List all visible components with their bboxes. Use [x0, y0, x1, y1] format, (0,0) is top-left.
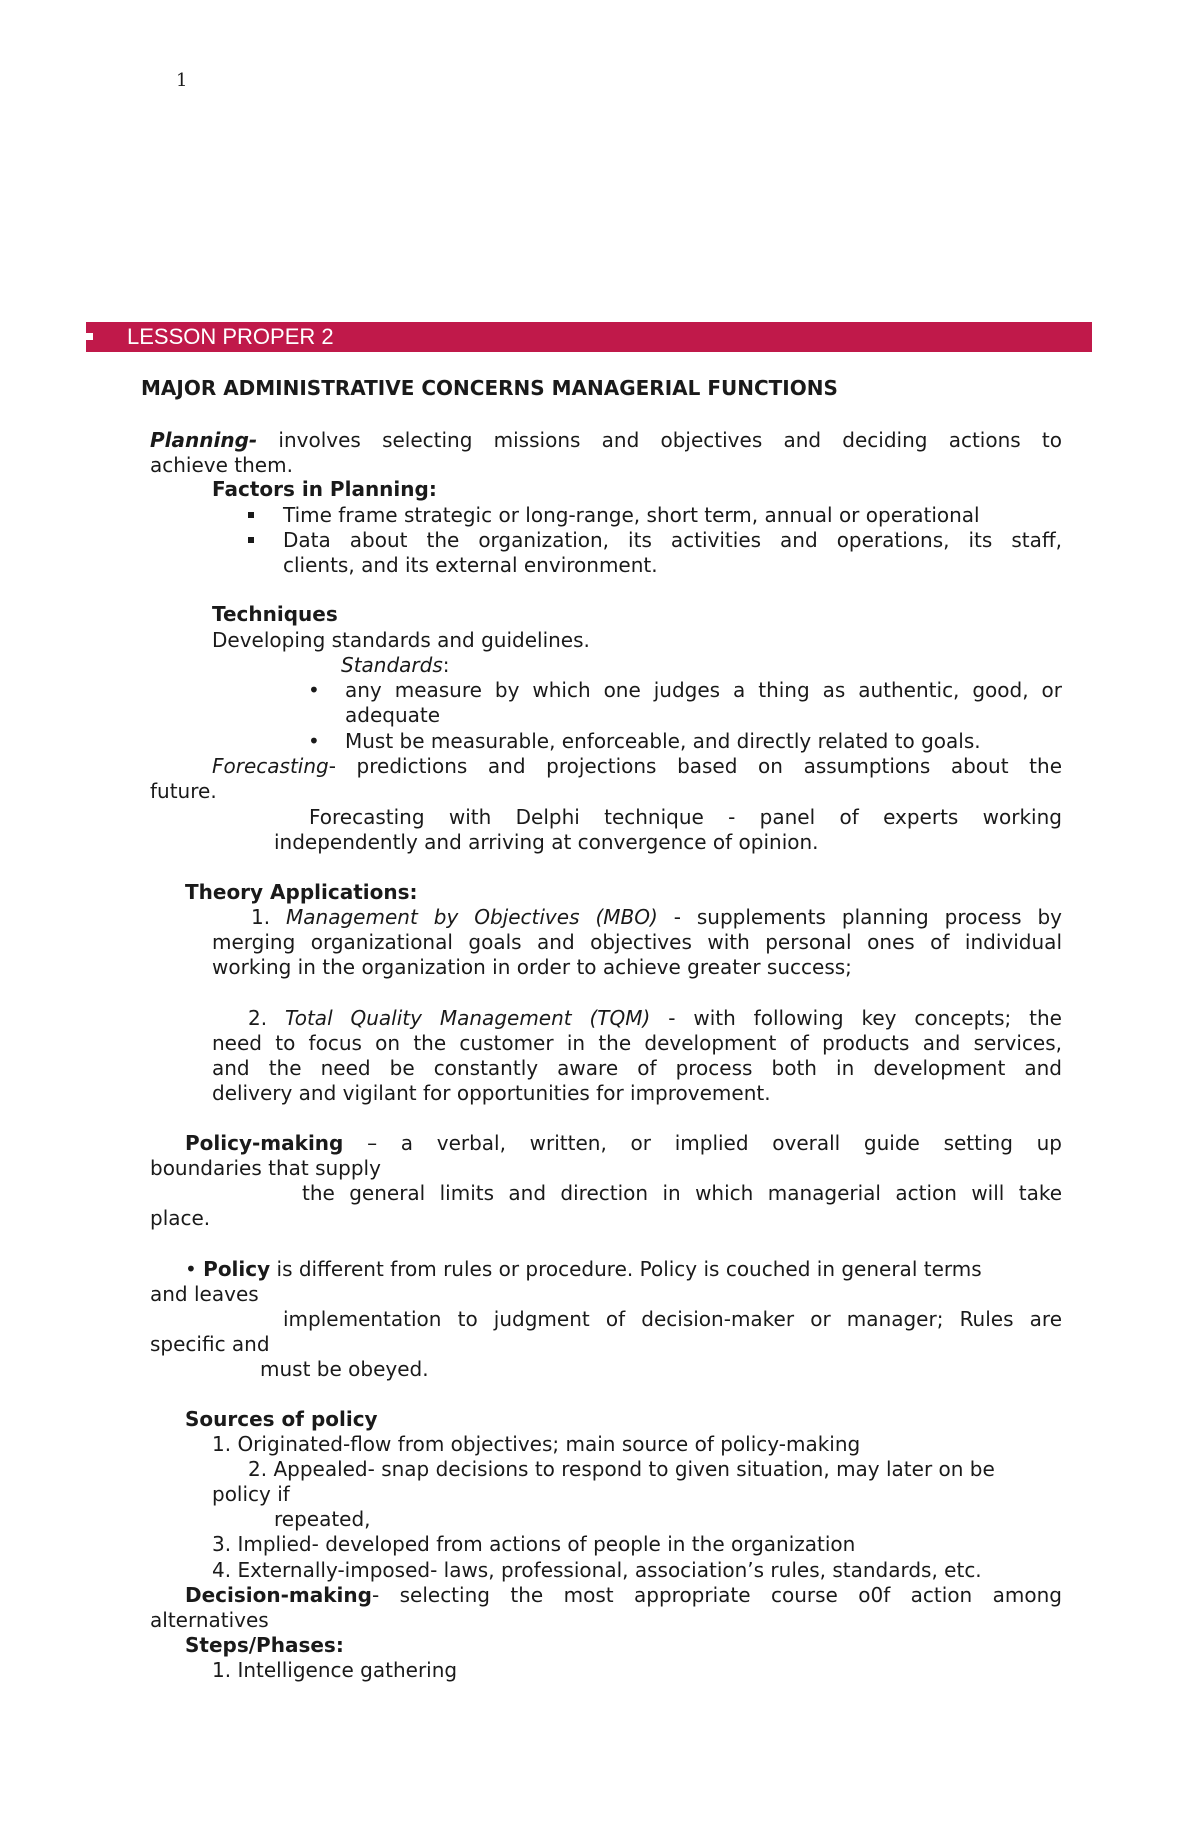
- policy-note-line-4: specific and: [150, 1332, 270, 1356]
- sources-heading: Sources of policy: [185, 1407, 378, 1431]
- standard-1-line-2: adequate: [345, 703, 441, 727]
- factor-bullet-2: [248, 527, 254, 553]
- standards-label: Standards:: [341, 653, 450, 677]
- section-title: MAJOR ADMINISTRATIVE CONCERNS MANAGERIAL FUNCTIONS: [141, 376, 838, 400]
- steps-heading: Steps/Phases:: [185, 1633, 344, 1657]
- round-bullet-2: •: [308, 729, 320, 753]
- round-bullet-icon: •: [185, 1257, 204, 1281]
- standard-1-line-1: any measure by which one judges a thing as authentic, good, or: [345, 678, 1062, 702]
- source-3: 3. Implied- developed from actions of people in the organization: [212, 1532, 856, 1556]
- policy-making-line-3: the general limits and direction in which managerial action will take: [302, 1181, 1062, 1205]
- factor-1: Time frame strategic or long-range, short term, annual or operational: [283, 503, 980, 527]
- policy-note-line-2: and leaves: [150, 1282, 259, 1306]
- round-bullet-1: •: [308, 678, 320, 702]
- standard-2: Must be measurable, enforceable, and directly related to goals.: [345, 729, 981, 753]
- square-bullet-icon: [248, 512, 254, 518]
- theory-2-line-4: delivery and vigilant for opportunities for improvement.: [212, 1081, 771, 1105]
- techniques-heading: Techniques: [212, 602, 338, 626]
- source-2-line-3: repeated,: [274, 1507, 371, 1531]
- source-2-line-2: policy if: [212, 1482, 290, 1506]
- lesson-banner: [86, 322, 1092, 352]
- theory-1-line-1: 1. Management by Objectives (MBO) - supplements planning process by: [251, 905, 1062, 929]
- decision-making-line-1: Decision-making- selecting the most appropriate course o0f action among: [185, 1583, 1062, 1607]
- policy-making-term: Policy-making: [185, 1131, 344, 1155]
- techniques-line: Developing standards and guidelines.: [212, 628, 590, 652]
- source-2-line-1: 2. Appealed- snap decisions to respond to given situation, may later on be: [248, 1457, 995, 1481]
- mbo-term: Management by Objectives (MBO): [286, 905, 658, 929]
- banner-label: LESSON PROPER 2: [127, 324, 334, 349]
- theory-2-line-1: 2. Total Quality Management (TQM) - with following key concepts; the: [248, 1006, 1062, 1030]
- theory-1-line-2: merging organizational goals and objectives with personal ones of individual: [212, 930, 1062, 954]
- policy-making-line-2: boundaries that supply: [150, 1156, 381, 1180]
- factors-heading: Factors in Planning:: [212, 477, 437, 501]
- theory-1-line-3: working in the organization in order to achieve greater success;: [212, 955, 852, 979]
- factor-bullet-1: [248, 502, 254, 528]
- policy-note-line-1: • Policy is different from rules or procedure. Policy is couched in general terms: [185, 1257, 982, 1281]
- theory-heading: Theory Applications:: [185, 880, 418, 904]
- factor-2-line-1: Data about the organization, its activities and operations, its staff,: [283, 528, 1062, 552]
- square-bullet-icon: [86, 333, 93, 340]
- forecasting-term: Forecasting: [212, 754, 329, 778]
- forecasting-line-2: future.: [150, 779, 217, 803]
- square-bullet-icon: [248, 537, 254, 543]
- delphi-line-2: independently and arriving at convergence of opinion.: [274, 830, 819, 854]
- policy-note-line-3: implementation to judgment of decision-maker or manager; Rules are: [283, 1307, 1062, 1331]
- forecasting-line-1: Forecasting- predictions and projections based on assumptions about the: [212, 754, 1062, 778]
- factor-2-line-2: clients, and its external environment.: [283, 553, 658, 577]
- policy-making-line-4: place.: [150, 1206, 211, 1230]
- source-1: 1. Originated-flow from objectives; main source of policy-making: [212, 1432, 861, 1456]
- source-4: 4. Externally-imposed- laws, professional, association’s rules, standards, etc.: [212, 1558, 982, 1582]
- tqm-term: Total Quality Management (TQM): [284, 1006, 651, 1030]
- step-1: 1. Intelligence gathering: [212, 1658, 458, 1682]
- delphi-line-1: Forecasting with Delphi technique - panel of experts working: [309, 805, 1062, 829]
- planning-line-1: Planning- involves selecting missions and objectives and deciding actions to: [150, 428, 1062, 452]
- policy-note-line-5: must be obeyed.: [260, 1357, 429, 1381]
- policy-term: Policy: [203, 1257, 271, 1281]
- planning-line-2: achieve them.: [150, 453, 293, 477]
- page-number: 1: [176, 70, 188, 91]
- planning-term: Planning-: [150, 428, 258, 452]
- theory-2-line-3: and the need be constantly aware of process both in development and: [212, 1056, 1062, 1080]
- decision-making-term: Decision-making: [185, 1583, 372, 1607]
- theory-2-line-2: need to focus on the customer in the development of products and services,: [212, 1031, 1062, 1055]
- policy-making-line-1: Policy-making – a verbal, written, or implied overall guide setting up: [185, 1131, 1062, 1155]
- decision-making-line-2: alternatives: [150, 1608, 269, 1632]
